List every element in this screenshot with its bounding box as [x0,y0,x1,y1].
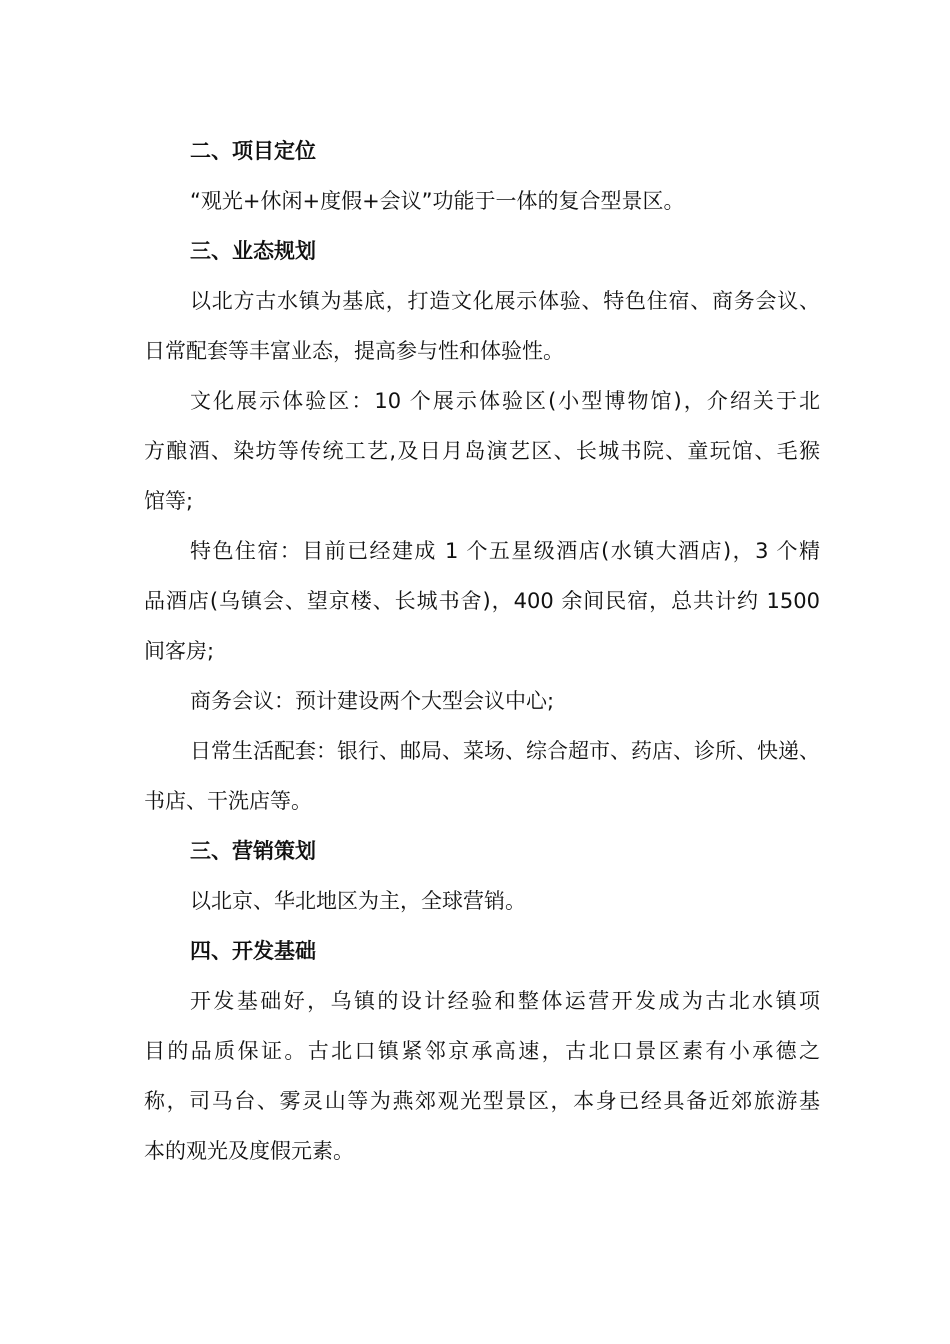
paragraph-line: 特色住宿：目前已经建成 1 个五星级酒店(水镇大酒店)，3 个精 [190,539,820,563]
paragraph-line: 日常生活配套：银行、邮局、菜场、综合超市、药店、诊所、快递、 [190,739,820,763]
document-page [144,126,820,1176]
paragraph-line: 文化展示体验区：10 个展示体验区(小型博物馆)，介绍关于北 [190,389,820,413]
section-heading-development-basis: 四、开发基础 [190,939,316,963]
paragraph-positioning: “观光+休闲+度假+会议”功能于一体的复合型景区。 [190,189,685,213]
section-heading-positioning: 二、项目定位 [190,139,316,163]
paragraph-line: 商务会议：预计建设两个大型会议中心; [190,689,555,713]
paragraph-line: 本的观光及度假元素。 [144,1139,354,1163]
paragraph-line: 日常配套等丰富业态，提高参与性和体验性。 [144,339,564,363]
paragraph-line: 方酿酒、染坊等传统工艺,及日月岛演艺区、长城书院、童玩馆、毛猴 [144,439,820,463]
paragraph-line: 以北京、华北地区为主，全球营销。 [190,889,526,913]
section-heading-marketing: 三、营销策划 [190,839,316,863]
paragraph-line: 称，司马台、雾灵山等为燕郊观光型景区，本身已经具备近郊旅游基 [144,1089,820,1113]
paragraph-line: 书店、干洗店等。 [144,789,312,813]
paragraph-line: 馆等; [144,489,194,513]
paragraph-line: 间客房; [144,639,215,663]
paragraph-line: 品酒店(乌镇会、望京楼、长城书舍)，400 余间民宿，总共计约 1500 [144,589,820,613]
section-heading-business-planning: 三、业态规划 [190,239,316,263]
paragraph-line: 开发基础好，乌镇的设计经验和整体运营开发成为古北水镇项 [190,989,820,1013]
paragraph-line: 目的品质保证。古北口镇紧邻京承高速，古北口景区素有小承德之 [144,1039,820,1063]
paragraph-line: 以北方古水镇为基底，打造文化展示体验、特色住宿、商务会议、 [190,289,820,313]
